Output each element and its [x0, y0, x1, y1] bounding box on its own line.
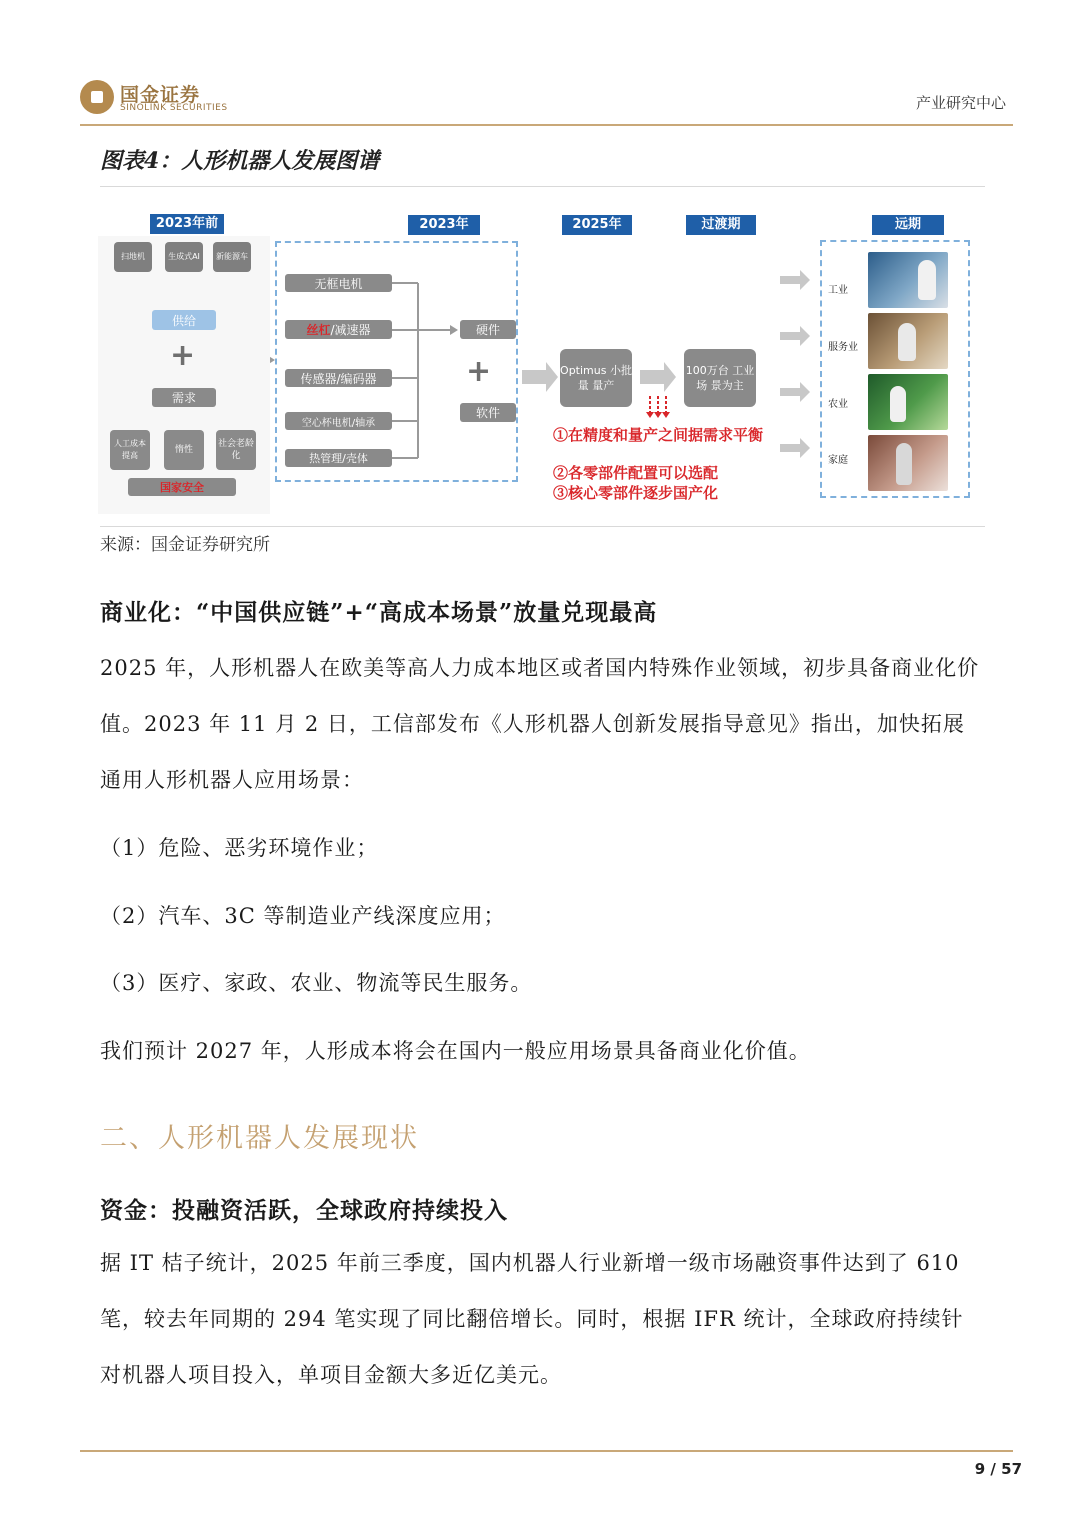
software-box: 软件	[460, 403, 516, 422]
pre2023-plus-icon: +	[170, 338, 196, 373]
funding-para: 据 IT 桔子统计，2025 年前三季度，国内机器人行业新增一级市场融资事件达到了 610 笔，较去年同期的 294 笔实现了同比翻倍增长。同时，根据 IFR 统计，全球政府持续针对机器人项目投入，单项目金额大多近亿美元。	[100, 1251, 964, 1387]
note-localization: ③核心零部件逐步国产化	[553, 484, 719, 502]
stage-2023: 2023年	[408, 215, 480, 235]
factor-labor-cost: 人工成本提高	[110, 430, 150, 470]
industry-robot-photo	[868, 252, 948, 308]
driver-sweeper: 扫地机	[114, 242, 152, 272]
figure-bottom-rule	[100, 526, 985, 527]
note-precision: ①在精度和量产之间据需求平衡	[553, 426, 764, 444]
component-reducer-text: /减速器	[330, 323, 371, 337]
transition-box: 100万台 工业场 景为主	[684, 349, 756, 407]
agriculture-robot-photo	[868, 374, 948, 430]
future-home-label: 家庭	[828, 455, 848, 466]
figure-title: 图表4：人形机器人发展图谱	[100, 148, 380, 174]
future-industry-label: 工业	[828, 285, 848, 296]
optimus-box: Optimus 小批量 量产	[560, 349, 632, 407]
stage-2025: 2025年	[562, 215, 632, 235]
supply-box: 供给	[152, 310, 216, 330]
funding-heading: 资金：投融资活跃，全球政府持续投入	[100, 1197, 508, 1224]
scenario-item-1: （1）危险、恶劣环境作业；	[100, 836, 379, 860]
home-robot-photo	[868, 435, 948, 491]
component-coreless-motor: 空心杯电机/轴承	[285, 412, 392, 430]
scenario-item-2: （2）汽车、3C 等制造业产线深度应用；	[100, 904, 506, 928]
forecast-para: 我们预计 2027 年，人形成本将会在国内一般应用场景具备商业化价值。	[100, 1039, 811, 1063]
factor-aging: 社会老龄化	[216, 430, 256, 470]
page-number: 9 / 57	[974, 1460, 1022, 1478]
component-thermal: 热管理/壳体	[285, 449, 392, 467]
commercialization-heading: 商业化：“中国供应链”+“高成本场景”放量兑现最高	[100, 599, 658, 626]
hardware-box: 硬件	[460, 320, 516, 339]
stage-pre2023: 2023年前	[150, 214, 224, 234]
driver-genai: 生成式AI	[165, 242, 203, 272]
future-service-label: 服务业	[828, 342, 858, 353]
stage-future: 远期	[872, 215, 944, 235]
department-label: 产业研究中心	[915, 94, 1006, 112]
component-screw-reducer	[285, 320, 392, 339]
highlight-screw: 丝杠	[306, 323, 331, 337]
stage-transition: 过渡期	[686, 215, 756, 235]
factor-inertia: 惰性	[164, 430, 204, 470]
pre2023-panel	[98, 236, 270, 514]
logo-en-text: SINOLINK SECURITIES	[120, 103, 228, 113]
note-optional-config: ②各零部件配置可以选配	[553, 464, 719, 482]
commercialization-para: 2025 年，人形机器人在欧美等高人力成本地区或者国内特殊作业领域，初步具备商业化价值。2023 年 11 月 2 日，工信部发布《人形机器人创新发展指导意见》指出，加快拓展通用人形机器人应用场景：	[100, 656, 980, 792]
component-sensor: 传感器/编码器	[285, 369, 392, 387]
future-agri-label: 农业	[828, 399, 848, 410]
logo-cn-text: 国金证券	[120, 84, 201, 106]
service-robot-photo	[868, 313, 948, 369]
component-frameless-motor: 无框电机	[285, 274, 392, 292]
driver-ev: 新能源车	[213, 242, 251, 272]
section-title: 二、人形机器人发展现状	[100, 1123, 419, 1154]
scenario-item-3: （3）医疗、家政、农业、物流等民生服务。	[100, 971, 533, 995]
national-security-box: 国家安全	[128, 478, 236, 496]
demand-box: 需求	[152, 388, 216, 407]
footer-divider	[80, 1450, 1013, 1452]
figure-source: 来源：国金证券研究所	[100, 535, 270, 555]
y2023-plus-icon: +	[466, 354, 492, 389]
